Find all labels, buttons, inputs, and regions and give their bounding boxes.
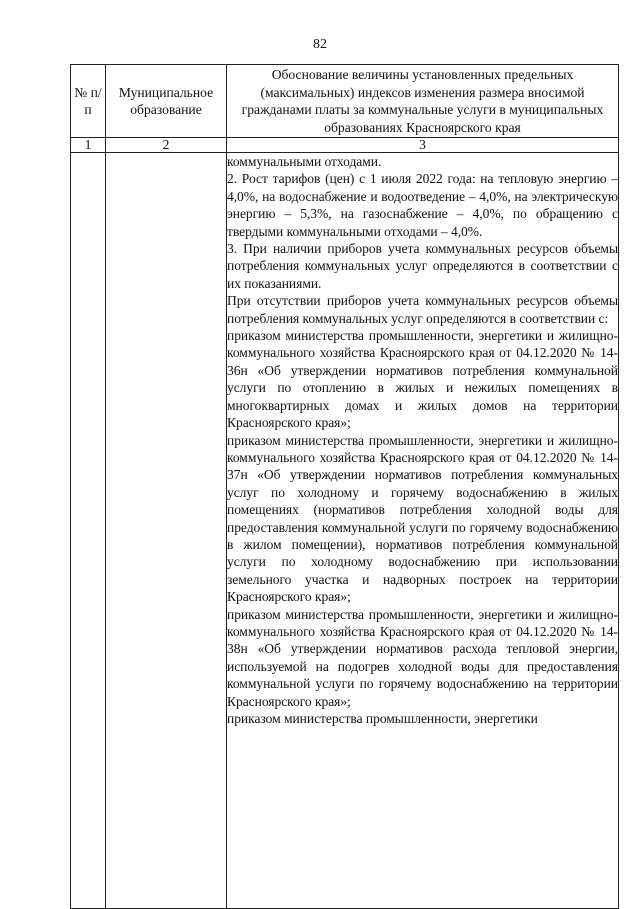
header-justification: Обоснование величины установленных предельных (максимальных) индексов изменения размера вносимой гражданами платы за коммунальные услуги в муниципальных образованиях Красноярского края	[227, 65, 619, 138]
header-municipality: Муниципальное образование	[106, 65, 227, 138]
column-number-1: 1	[71, 138, 106, 153]
row-number-cell	[71, 153, 106, 909]
paragraph-metering-present: 3. При наличии приборов учета коммунальных ресурсов объемы потребления коммунальных услуг определяются в соответствии с их показаниями.	[227, 241, 618, 291]
table-row	[71, 153, 619, 909]
header-number: № п/п	[71, 65, 106, 138]
paragraph-continuation: коммунальными отходами.	[227, 154, 382, 169]
paragraph-order-continued: приказом министерства промышленности, энергетики	[227, 711, 538, 726]
column-numbers-row	[71, 138, 619, 153]
paragraph-order-14-38n: приказом министерства промышленности, энергетики и жилищно-коммунального хозяйства Красноярского края от 04.12.2020 № 14-38н «Об утверждении нормативов расхода тепловой энергии, используемой на подогрев холодной воды для предоставления коммунальной услуги по горячему водоснабжению на территории Красноярского края»;	[227, 606, 618, 709]
justification-table	[70, 64, 619, 909]
row-justification-cell	[227, 153, 619, 909]
paragraph-tariff-growth: 2. Рост тарифов (цен) с 1 июля 2022 года: на тепловую энергию – 4,0%, на водоснабжение и водоотведение – 4,0%, на электрическую энергию – 5,3%, на газоснабжение – 4,0%, по обращению с твердыми коммунальными отходами – 4,0%.	[227, 171, 618, 239]
column-number-2: 2	[106, 138, 227, 153]
page-number: 82	[313, 37, 327, 52]
paragraph-metering-absent: При отсутствии приборов учета коммунальных ресурсов объемы потребления коммунальных услуг определяются в соответствии с:	[227, 293, 618, 326]
table-header-row	[71, 65, 619, 138]
row-municipality-cell	[106, 153, 227, 909]
paragraph-order-14-37n: приказом министерства промышленности, энергетики и жилищно-коммунального хозяйства Красноярского края от 04.12.2020 № 14-37н «Об утверждении нормативов потребления коммунальных услуг по холодному и горячему водоснабжению в жилых помещениях (нормативов потребления холодной воды для предоставления коммунальной услуги по горячему водоснабжению в жилом помещении), нормативов потребления коммунальной услуги по холодному водоснабжению при использовании земельного участка и надворных построек на территории Красноярского края»;	[227, 432, 618, 605]
paragraph-order-14-36n: приказом министерства промышленности, энергетики и жилищно-коммунального хозяйства Красноярского края от 04.12.2020 № 14-36н «Об утверждении нормативов потребления коммунальной услуги по отоплению в жилых и нежилых помещениях в многоквартирных домах и жилых домов на территории Красноярского края»;	[227, 328, 618, 431]
column-number-3: 3	[227, 138, 619, 153]
